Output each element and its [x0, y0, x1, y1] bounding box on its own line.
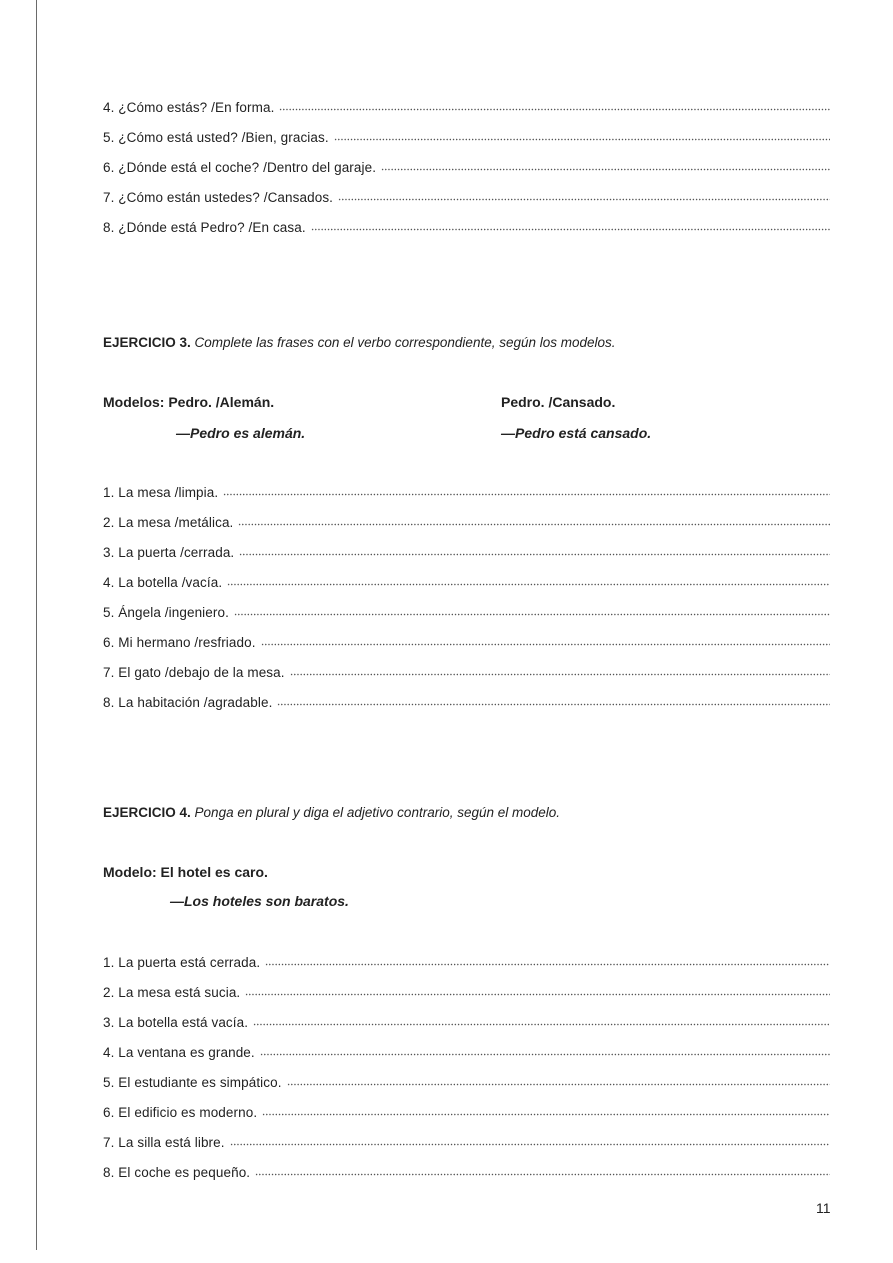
exercise-line-text: 3. La puerta /cerrada.	[103, 545, 235, 560]
exercise-line-text: 6. Mi hermano /resfriado.	[103, 635, 256, 650]
exercise-line	[103, 540, 830, 560]
exercise-line-text: 3. La botella está vacía.	[103, 1015, 249, 1030]
exercise-line	[103, 510, 830, 530]
exercise-4-model-answer: —Los hoteles son baratos.	[170, 893, 349, 909]
answer-dotted-line[interactable]	[261, 643, 830, 646]
answer-dotted-line[interactable]	[234, 613, 830, 616]
exercise-line	[103, 1040, 830, 1060]
exercise-line-text: 5. El estudiante es simpático.	[103, 1075, 282, 1090]
exercise-3-label: EJERCICIO 3.	[103, 335, 191, 350]
answer-dotted-line[interactable]	[230, 1143, 830, 1146]
exercise-line	[103, 660, 830, 680]
exercise-4-label: EJERCICIO 4.	[103, 805, 191, 820]
exercise-line	[103, 1010, 830, 1030]
exercise-4-model-prompt: Modelo: El hotel es caro.	[103, 864, 268, 880]
binding-margin-line	[36, 0, 37, 1250]
exercise-line-text: 7. La silla está libre.	[103, 1135, 225, 1150]
answer-dotted-line[interactable]	[338, 198, 830, 201]
exercise-line	[103, 630, 830, 650]
exercise-line-text: 5. ¿Cómo está usted? /Bien, gracias.	[103, 130, 329, 145]
exercise-3-instruction: Complete las frases con el verbo correspondiente, según los modelos.	[194, 335, 616, 350]
exercise-line	[103, 480, 830, 500]
exercise-4-heading	[103, 805, 560, 820]
exercise-line	[103, 1100, 830, 1120]
exercise-4-instruction: Ponga en plural y diga el adjetivo contrario, según el modelo.	[194, 805, 561, 820]
answer-dotted-line[interactable]	[290, 673, 830, 676]
exercise-line-text: 1. La puerta está cerrada.	[103, 955, 261, 970]
answer-dotted-line[interactable]	[227, 583, 830, 586]
answer-dotted-line[interactable]	[311, 228, 830, 231]
exercise-line-text: 2. La mesa /metálica.	[103, 515, 234, 530]
exercise-line-text: 8. El coche es pequeño.	[103, 1165, 251, 1180]
answer-dotted-line[interactable]	[239, 553, 830, 556]
exercise-line	[103, 980, 830, 1000]
exercise-line-text: 4. La ventana es grande.	[103, 1045, 255, 1060]
exercise-3-heading	[103, 335, 616, 350]
exercise-line	[103, 185, 830, 205]
exercise-3-model-1-prompt: Modelos: Pedro. /Alemán.	[103, 394, 275, 410]
exercise-line-text: 8. La habitación /agradable.	[103, 695, 273, 710]
exercise-line	[103, 125, 830, 145]
answer-dotted-line[interactable]	[265, 963, 830, 966]
exercise-line	[103, 1160, 830, 1180]
answer-dotted-line[interactable]	[260, 1053, 830, 1056]
exercise-3-model-1-answer: —Pedro es alemán.	[176, 425, 306, 441]
exercise-line-text: 5. Ángela /ingeniero.	[103, 605, 229, 620]
answer-dotted-line[interactable]	[277, 703, 830, 706]
answer-dotted-line[interactable]	[245, 993, 830, 996]
page-number: 11	[816, 1200, 831, 1216]
exercise-line-text: 4. La botella /vacía.	[103, 575, 223, 590]
answer-dotted-line[interactable]	[223, 493, 830, 496]
answer-dotted-line[interactable]	[334, 138, 830, 141]
exercise-line-text: 6. El edificio es moderno.	[103, 1105, 258, 1120]
exercise-line-text: 4. ¿Cómo estás? /En forma.	[103, 100, 275, 115]
exercise-line-text: 1. La mesa /limpia.	[103, 485, 219, 500]
exercise-line	[103, 950, 830, 970]
answer-dotted-line[interactable]	[238, 523, 830, 526]
answer-dotted-line[interactable]	[253, 1023, 830, 1026]
exercise-line	[103, 155, 830, 175]
exercise-line-text: 2. La mesa está sucia.	[103, 985, 241, 1000]
exercise-3-model-2-answer: —Pedro está cansado.	[501, 425, 652, 441]
exercise-line	[103, 1070, 830, 1090]
answer-dotted-line[interactable]	[381, 168, 830, 171]
exercise-line-text: 7. ¿Cómo están ustedes? /Cansados.	[103, 190, 334, 205]
exercise-line	[103, 1130, 830, 1150]
answer-dotted-line[interactable]	[279, 108, 830, 111]
answer-dotted-line[interactable]	[255, 1173, 830, 1176]
exercise-line-text: 7. El gato /debajo de la mesa.	[103, 665, 285, 680]
exercise-line	[103, 570, 830, 590]
exercise-line	[103, 690, 830, 710]
exercise-line-text: 8. ¿Dónde está Pedro? /En casa.	[103, 220, 306, 235]
exercise-line	[103, 95, 830, 115]
answer-dotted-line[interactable]	[287, 1083, 830, 1086]
exercise-line	[103, 215, 830, 235]
exercise-3-model-2-prompt: Pedro. /Cansado.	[501, 394, 616, 410]
answer-dotted-line[interactable]	[262, 1113, 830, 1116]
exercise-line-text: 6. ¿Dónde está el coche? /Dentro del garaje.	[103, 160, 377, 175]
exercise-line	[103, 600, 830, 620]
